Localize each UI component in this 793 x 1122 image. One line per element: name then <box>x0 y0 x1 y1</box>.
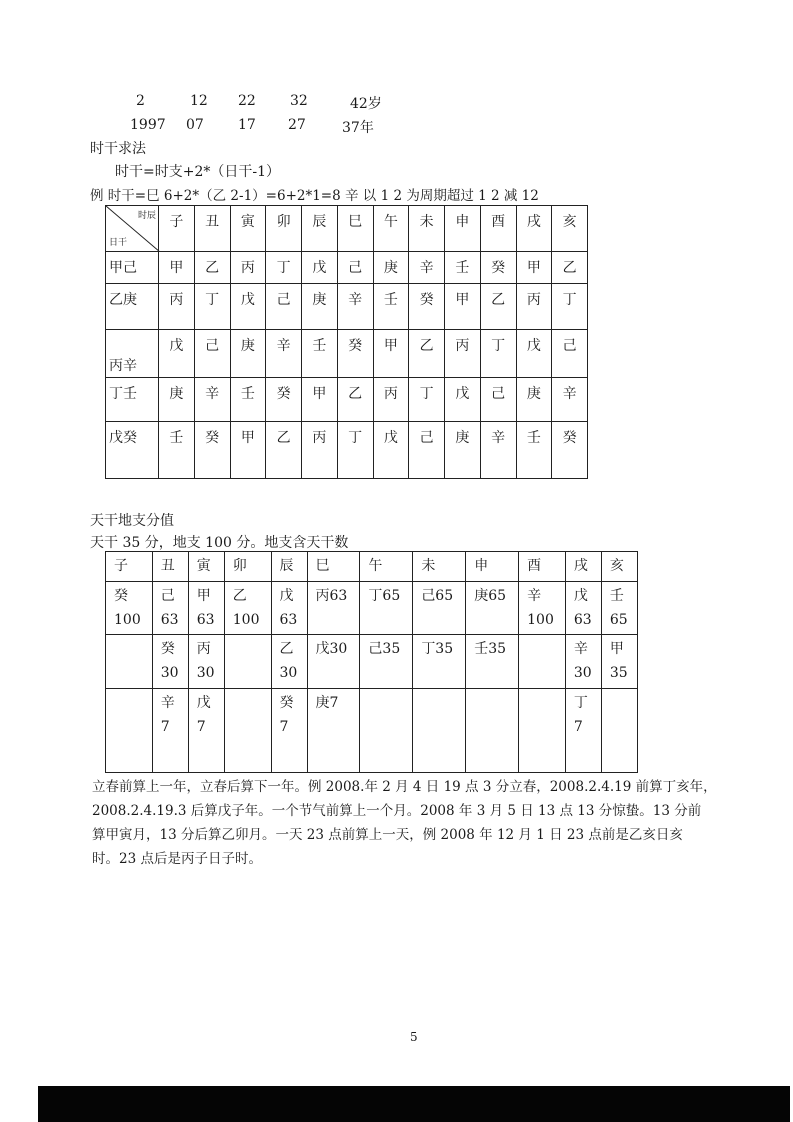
hour-stem-formula: 时干=时支+2*（日干-1） <box>115 164 281 180</box>
branch-header: 丑 <box>152 552 188 582</box>
table-cell: 癸 <box>194 422 230 479</box>
year-value: 1997 <box>130 117 166 133</box>
table-cell: 癸 30 <box>152 635 188 689</box>
table-cell <box>224 635 271 689</box>
table-cell: 丁 <box>480 330 516 378</box>
branch-header: 申 <box>445 206 481 252</box>
branch-header: 戌 <box>565 552 601 582</box>
table-cell: 癸 <box>409 284 445 330</box>
branch-header: 亥 <box>601 552 637 582</box>
table-cell: 丁 <box>337 422 373 479</box>
table-cell <box>106 635 153 689</box>
table-cell: 己 <box>194 330 230 378</box>
branch-header: 巳 <box>307 552 360 582</box>
table-cell: 己 <box>337 252 373 284</box>
branch-header: 寅 <box>188 552 224 582</box>
branch-header: 酉 <box>519 552 566 582</box>
table-cell: 戊 <box>159 330 195 378</box>
table-cell: 癸 <box>266 378 302 422</box>
row-label: 乙庚 <box>106 284 159 330</box>
table-cell: 辛 <box>194 378 230 422</box>
table-cell: 乙 <box>552 252 588 284</box>
table-cell: 丙 <box>445 330 481 378</box>
table-cell: 庚 <box>230 330 266 378</box>
table-cell: 丁 <box>409 378 445 422</box>
score-subheading: 天干 35 分，地支 100 分。地支含天干数 <box>90 535 349 551</box>
branch-header: 午 <box>360 552 413 582</box>
table-cell: 壬 <box>373 284 409 330</box>
table-row <box>106 582 638 635</box>
table-cell <box>466 689 519 773</box>
table-cell: 丁 <box>552 284 588 330</box>
table-cell: 丙 <box>159 284 195 330</box>
table-cell: 壬 <box>302 330 338 378</box>
year-value: 07 <box>186 117 204 133</box>
age-value: 32 <box>290 93 308 109</box>
table-row <box>106 422 588 479</box>
branch-header: 丑 <box>194 206 230 252</box>
year-value: 27 <box>288 117 306 133</box>
table-cell: 己 <box>409 422 445 479</box>
row-label: 戊癸 <box>106 422 159 479</box>
table-cell: 己 63 <box>152 582 188 635</box>
table-cell: 戊 <box>230 284 266 330</box>
branch-score-table <box>105 551 638 773</box>
table-cell: 癸 7 <box>271 689 307 773</box>
table-cell: 乙 100 <box>224 582 271 635</box>
table-cell: 甲 <box>159 252 195 284</box>
table-cell: 辛 <box>552 378 588 422</box>
table-cell: 戊 63 <box>565 582 601 635</box>
table-cell: 戊 <box>302 252 338 284</box>
table-cell: 庚65 <box>466 582 519 635</box>
age-value: 2 <box>136 93 145 109</box>
table-cell: 辛 <box>337 284 373 330</box>
branch-header: 寅 <box>230 206 266 252</box>
branch-header: 申 <box>466 552 519 582</box>
table-cell: 乙 <box>194 252 230 284</box>
table-cell: 辛 30 <box>565 635 601 689</box>
page-number: 5 <box>410 1030 418 1044</box>
table-cell: 丁 <box>194 284 230 330</box>
table-cell: 辛 7 <box>152 689 188 773</box>
table-cell: 庚 <box>159 378 195 422</box>
table-row <box>106 284 588 330</box>
hour-stem-table <box>105 205 588 479</box>
table-cell <box>106 689 153 773</box>
year-value: 17 <box>238 117 256 133</box>
table-row <box>106 378 588 422</box>
table-cell: 乙 <box>337 378 373 422</box>
table-cell: 丙 <box>230 252 266 284</box>
row-label: 甲己 <box>106 252 159 284</box>
table-cell <box>360 689 413 773</box>
table-row <box>106 635 638 689</box>
branch-header: 午 <box>373 206 409 252</box>
table-cell: 乙 <box>480 284 516 330</box>
table-cell: 戊30 <box>307 635 360 689</box>
table-cell: 丙 30 <box>188 635 224 689</box>
table-cell: 丙 <box>516 284 552 330</box>
corner-top-label: 时辰 <box>137 211 156 221</box>
table-row <box>106 252 588 284</box>
diagonal-header-cell <box>106 206 159 252</box>
age-value: 12 <box>190 93 208 109</box>
hour-stem-example: 例 时干=巳 6+2*（乙 2-1）=6+2*1=8 辛 以 1 2 为周期超过 1 2 减 12 <box>90 188 539 204</box>
table-row <box>106 689 638 773</box>
hour-stem-heading: 时干求法 <box>90 141 146 157</box>
table-cell: 己 <box>552 330 588 378</box>
table-cell: 丁35 <box>413 635 466 689</box>
table-cell: 壬 <box>230 378 266 422</box>
score-heading: 天干地支分值 <box>90 513 174 529</box>
table-cell: 乙 30 <box>271 635 307 689</box>
branch-header: 子 <box>159 206 195 252</box>
table-cell: 壬 <box>445 252 481 284</box>
table-cell <box>519 689 566 773</box>
age-value: 42岁 <box>350 96 382 112</box>
branch-header: 巳 <box>337 206 373 252</box>
table-cell: 壬 65 <box>601 582 637 635</box>
table-cell: 庚 <box>373 252 409 284</box>
paragraph-line: 2008.2.4.19.3 后算戊子年。一个节气前算上一个月。2008 年 3 月 5 日 13 点 13 分惊蛰。13 分前 <box>92 803 702 819</box>
table-cell: 丙63 <box>307 582 360 635</box>
table-cell: 己 <box>480 378 516 422</box>
table-cell: 己35 <box>360 635 413 689</box>
table-cell: 壬 <box>516 422 552 479</box>
table-cell: 庚 <box>445 422 481 479</box>
table-cell: 己 <box>266 284 302 330</box>
table-cell: 癸 <box>480 252 516 284</box>
table-cell: 丁65 <box>360 582 413 635</box>
table-cell: 甲 <box>373 330 409 378</box>
table-cell: 丁 7 <box>565 689 601 773</box>
row-label: 丙辛 <box>106 330 159 378</box>
table-cell: 癸 100 <box>106 582 153 635</box>
paragraph-line: 立春前算上一年，立春后算下一年。例 2008.年 2 月 4 日 19 点 3 分立春，2008.2.4.19 前算丁亥年， <box>92 779 717 795</box>
table-cell: 甲 <box>302 378 338 422</box>
branch-header: 酉 <box>480 206 516 252</box>
scan-border-bar <box>38 1086 790 1122</box>
branch-header: 辰 <box>302 206 338 252</box>
branch-header: 未 <box>409 206 445 252</box>
table-cell: 乙 <box>266 422 302 479</box>
table-cell: 丙 <box>302 422 338 479</box>
branch-header: 未 <box>413 552 466 582</box>
branch-header: 子 <box>106 552 153 582</box>
table-cell: 壬35 <box>466 635 519 689</box>
table-cell: 戊 <box>373 422 409 479</box>
table-cell: 丙 <box>373 378 409 422</box>
table-cell: 辛 <box>409 252 445 284</box>
paragraph-line: 算甲寅月，13 分后算乙卯月。一天 23 点前算上一天，例 2008 年 12 月 1 日 23 点前是乙亥日亥 <box>92 827 683 843</box>
table-cell <box>224 689 271 773</box>
table-cell: 戊 7 <box>188 689 224 773</box>
table-cell: 庚 <box>302 284 338 330</box>
table-cell: 甲 63 <box>188 582 224 635</box>
table-cell: 戊 63 <box>271 582 307 635</box>
table-cell: 癸 <box>337 330 373 378</box>
table-cell: 甲 <box>516 252 552 284</box>
branch-header: 辰 <box>271 552 307 582</box>
branch-header: 卯 <box>266 206 302 252</box>
table-cell: 辛 <box>480 422 516 479</box>
table-cell: 己65 <box>413 582 466 635</box>
table-cell <box>601 689 637 773</box>
table-cell: 庚7 <box>307 689 360 773</box>
table-cell: 癸 <box>552 422 588 479</box>
branch-header: 戌 <box>516 206 552 252</box>
table-cell: 乙 <box>409 330 445 378</box>
row-label: 丁壬 <box>106 378 159 422</box>
table-cell <box>519 635 566 689</box>
branch-header: 亥 <box>552 206 588 252</box>
table-cell: 壬 <box>159 422 195 479</box>
table-cell: 甲 35 <box>601 635 637 689</box>
branch-header: 卯 <box>224 552 271 582</box>
table-cell <box>413 689 466 773</box>
year-value: 37年 <box>342 120 374 136</box>
table-cell: 丁 <box>266 252 302 284</box>
table-cell: 辛 100 <box>519 582 566 635</box>
table-cell: 甲 <box>445 284 481 330</box>
table-cell: 戊 <box>445 378 481 422</box>
age-value: 22 <box>238 93 256 109</box>
table-row <box>106 330 588 378</box>
table-cell: 辛 <box>266 330 302 378</box>
corner-bottom-label: 日干 <box>109 238 128 248</box>
table-cell: 庚 <box>516 378 552 422</box>
paragraph-line: 时。23 点后是丙子日子时。 <box>92 851 262 867</box>
table-cell: 甲 <box>230 422 266 479</box>
table-cell: 戊 <box>516 330 552 378</box>
